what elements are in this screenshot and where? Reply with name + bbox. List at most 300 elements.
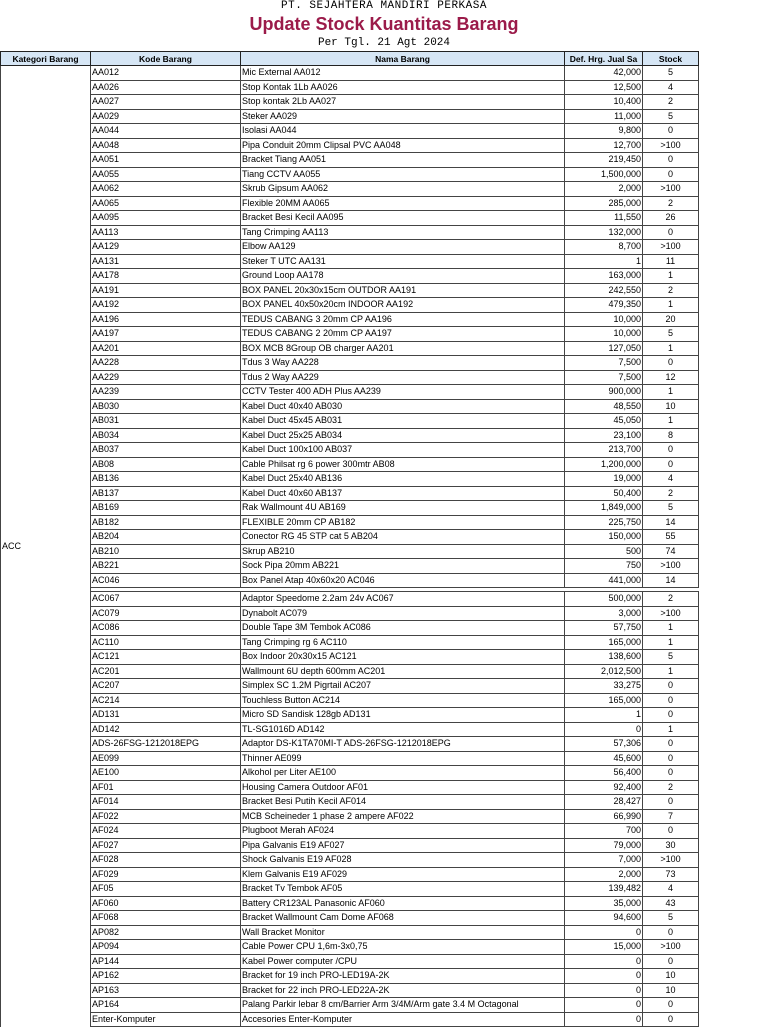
nama-cell: Cable Philsat rg 6 power 300mtr AB08 <box>241 457 565 472</box>
table-row <box>1 385 699 400</box>
table-row <box>1 501 699 516</box>
kode-cell: AB182 <box>91 515 241 530</box>
nama-cell: Tdus 2 Way AA229 <box>241 370 565 385</box>
nama-cell: Touchless Button AC214 <box>241 693 565 708</box>
stock-cell: 14 <box>643 515 699 530</box>
harga-cell: 1 <box>565 254 643 269</box>
harga-cell: 0 <box>565 969 643 984</box>
harga-cell: 1,500,000 <box>565 167 643 182</box>
stock-cell: 26 <box>643 211 699 226</box>
harga-cell: 2,012,500 <box>565 664 643 679</box>
harga-cell: 138,600 <box>565 650 643 665</box>
kode-cell: AC086 <box>91 621 241 636</box>
table-row <box>1 708 699 723</box>
table-row <box>1 838 699 853</box>
nama-cell: Flexible 20MM AA065 <box>241 196 565 211</box>
nama-cell: Sock Pipa 20mm AB221 <box>241 559 565 574</box>
stock-cell: 0 <box>643 708 699 723</box>
stock-cell: 55 <box>643 530 699 545</box>
kode-cell: AC110 <box>91 635 241 650</box>
nama-cell: Stop Kontak 1Lb AA026 <box>241 80 565 95</box>
table-row <box>1 635 699 650</box>
stock-cell: 4 <box>643 882 699 897</box>
table-row <box>1 896 699 911</box>
kode-cell: AC214 <box>91 693 241 708</box>
nama-cell: Housing Camera Outdoor AF01 <box>241 780 565 795</box>
kode-cell: AA029 <box>91 109 241 124</box>
nama-cell: Box Panel Atap 40x60x20 AC046 <box>241 573 565 588</box>
table-row <box>1 650 699 665</box>
kode-cell: AA055 <box>91 167 241 182</box>
nama-cell: Bracket Besi Putih Kecil AF014 <box>241 795 565 810</box>
harga-cell: 28,427 <box>565 795 643 810</box>
nama-cell: Bracket Wallmount Cam Dome AF068 <box>241 911 565 926</box>
stock-cell: 5 <box>643 911 699 926</box>
stock-cell: >100 <box>643 606 699 621</box>
harga-cell: 750 <box>565 559 643 574</box>
nama-cell: Alkohol per Liter AE100 <box>241 766 565 781</box>
nama-cell: Skrub Gipsum AA062 <box>241 182 565 197</box>
harga-cell: 7,500 <box>565 356 643 371</box>
kode-cell: AA131 <box>91 254 241 269</box>
stock-cell: 1 <box>643 664 699 679</box>
stock-cell: 4 <box>643 472 699 487</box>
nama-cell: Shock Galvanis E19 AF028 <box>241 853 565 868</box>
harga-cell: 12,500 <box>565 80 643 95</box>
table-row <box>1 693 699 708</box>
stock-cell: 0 <box>643 795 699 810</box>
table-row <box>1 80 699 95</box>
harga-cell: 10,000 <box>565 312 643 327</box>
stock-cell: 0 <box>643 954 699 969</box>
kode-cell: AC201 <box>91 664 241 679</box>
stock-cell: 5 <box>643 327 699 342</box>
stock-cell: 2 <box>643 196 699 211</box>
harga-cell: 23,100 <box>565 428 643 443</box>
kode-cell: AC207 <box>91 679 241 694</box>
stock-cell: 1 <box>643 722 699 737</box>
kode-cell: AD142 <box>91 722 241 737</box>
table-row <box>1 182 699 197</box>
nama-cell: Pipa Conduit 20mm Clipsal PVC AA048 <box>241 138 565 153</box>
kode-cell: AA191 <box>91 283 241 298</box>
stock-cell: 12 <box>643 370 699 385</box>
nama-cell: Adaptor DS-K1TA70MI-T ADS-26FSG-1212018EPG <box>241 737 565 752</box>
stock-cell: 0 <box>643 443 699 458</box>
kode-cell: AF027 <box>91 838 241 853</box>
harga-cell: 10,400 <box>565 95 643 110</box>
kode-cell: AF05 <box>91 882 241 897</box>
harga-cell: 15,000 <box>565 940 643 955</box>
nama-cell: Klem Galvanis E19 AF029 <box>241 867 565 882</box>
kode-cell: AA065 <box>91 196 241 211</box>
stock-cell: 0 <box>643 693 699 708</box>
stock-cell: >100 <box>643 138 699 153</box>
table-row <box>1 679 699 694</box>
kode-cell: AA228 <box>91 356 241 371</box>
stock-cell: 74 <box>643 544 699 559</box>
table-row <box>1 530 699 545</box>
harga-cell: 165,000 <box>565 693 643 708</box>
harga-cell: 57,306 <box>565 737 643 752</box>
nama-cell: Isolasi AA044 <box>241 124 565 139</box>
nama-cell: Rak Wallmount 4U AB169 <box>241 501 565 516</box>
kode-cell: AP162 <box>91 969 241 984</box>
harga-cell: 441,000 <box>565 573 643 588</box>
kode-cell: AA197 <box>91 327 241 342</box>
kode-cell: AA026 <box>91 80 241 95</box>
stock-cell: >100 <box>643 182 699 197</box>
nama-cell: Accesories Enter-Komputer <box>241 1012 565 1027</box>
kode-cell: Enter-Komputer <box>91 1012 241 1027</box>
table-row <box>1 515 699 530</box>
kode-cell: AF068 <box>91 911 241 926</box>
table-row <box>1 1012 699 1027</box>
table-row <box>1 225 699 240</box>
nama-cell: Wall Bracket Monitor <box>241 925 565 940</box>
harga-cell: 500 <box>565 544 643 559</box>
stock-cell: 1 <box>643 621 699 636</box>
nama-cell: Mic External AA012 <box>241 66 565 81</box>
kode-cell: AB137 <box>91 486 241 501</box>
kode-cell: AA229 <box>91 370 241 385</box>
table-row <box>1 283 699 298</box>
table-row <box>1 138 699 153</box>
table-row <box>1 954 699 969</box>
table-row <box>1 969 699 984</box>
table-row <box>1 940 699 955</box>
harga-cell: 8,700 <box>565 240 643 255</box>
harga-cell: 1,200,000 <box>565 457 643 472</box>
nama-cell: Steker T UTC AA131 <box>241 254 565 269</box>
nama-cell: Ground Loop AA178 <box>241 269 565 284</box>
harga-cell: 33,275 <box>565 679 643 694</box>
stock-cell: 2 <box>643 283 699 298</box>
kode-cell: AA044 <box>91 124 241 139</box>
kode-cell: AA196 <box>91 312 241 327</box>
table-row <box>1 66 699 81</box>
stock-cell: 0 <box>643 356 699 371</box>
stock-cell: 0 <box>643 1012 699 1027</box>
harga-cell: 479,350 <box>565 298 643 313</box>
table-header-row <box>1 52 699 66</box>
stock-cell: >100 <box>643 853 699 868</box>
table-row <box>1 414 699 429</box>
kode-cell: AA095 <box>91 211 241 226</box>
table-row <box>1 824 699 839</box>
table-row <box>1 254 699 269</box>
nama-cell: Thinner AE099 <box>241 751 565 766</box>
kode-cell: AF022 <box>91 809 241 824</box>
kode-cell: AB210 <box>91 544 241 559</box>
harga-cell: 165,000 <box>565 635 643 650</box>
table-body <box>1 66 699 1027</box>
col-header-kode: Kode Barang <box>91 52 241 66</box>
stock-cell: 0 <box>643 167 699 182</box>
kode-cell: AP082 <box>91 925 241 940</box>
nama-cell: Elbow AA129 <box>241 240 565 255</box>
harga-cell: 132,000 <box>565 225 643 240</box>
harga-cell: 0 <box>565 722 643 737</box>
report-header <box>0 0 768 50</box>
nama-cell: BOX MCB 8Group OB charger AA201 <box>241 341 565 356</box>
table-row <box>1 327 699 342</box>
harga-cell: 7,000 <box>565 853 643 868</box>
harga-cell: 48,550 <box>565 399 643 414</box>
nama-cell: Bracket Tv Tembok AF05 <box>241 882 565 897</box>
stock-cell: 0 <box>643 124 699 139</box>
kode-cell: AE099 <box>91 751 241 766</box>
stock-cell: 2 <box>643 780 699 795</box>
harga-cell: 11,550 <box>565 211 643 226</box>
stock-cell: 1 <box>643 385 699 400</box>
kode-cell: AC079 <box>91 606 241 621</box>
harga-cell: 35,000 <box>565 896 643 911</box>
nama-cell: Stop kontak 2Lb AA027 <box>241 95 565 110</box>
harga-cell: 9,800 <box>565 124 643 139</box>
harga-cell: 1 <box>565 708 643 723</box>
table-row <box>1 882 699 897</box>
table-row <box>1 544 699 559</box>
table-row <box>1 664 699 679</box>
kode-cell: AP094 <box>91 940 241 955</box>
kode-cell: AF060 <box>91 896 241 911</box>
stock-cell: 1 <box>643 635 699 650</box>
table-row <box>1 240 699 255</box>
stock-cell: 0 <box>643 737 699 752</box>
stock-cell: 8 <box>643 428 699 443</box>
harga-cell: 225,750 <box>565 515 643 530</box>
stock-cell: 10 <box>643 399 699 414</box>
kode-cell: AA129 <box>91 240 241 255</box>
report-title: Update Stock Kuantitas Barang <box>249 14 519 34</box>
stock-cell: 0 <box>643 679 699 694</box>
stock-cell: 1 <box>643 341 699 356</box>
table-row <box>1 766 699 781</box>
nama-cell: Dynabolt AC079 <box>241 606 565 621</box>
stock-cell: 2 <box>643 95 699 110</box>
nama-cell: TEDUS CABANG 2 20mm CP AA197 <box>241 327 565 342</box>
kode-cell: AA201 <box>91 341 241 356</box>
table-row <box>1 795 699 810</box>
col-header-stock: Stock <box>643 52 699 66</box>
kode-cell: AP163 <box>91 983 241 998</box>
table-row <box>1 196 699 211</box>
stock-cell: 0 <box>643 925 699 940</box>
table-row <box>1 298 699 313</box>
harga-cell: 139,482 <box>565 882 643 897</box>
harga-cell: 900,000 <box>565 385 643 400</box>
nama-cell: Tang Crimping rg 6 AC110 <box>241 635 565 650</box>
nama-cell: BOX PANEL 40x50x20cm INDOOR AA192 <box>241 298 565 313</box>
stock-cell: 5 <box>643 66 699 81</box>
table-row <box>1 109 699 124</box>
kode-cell: AP164 <box>91 998 241 1013</box>
stock-cell: 11 <box>643 254 699 269</box>
stock-cell: 5 <box>643 650 699 665</box>
nama-cell: Kabel Duct 25x40 AB136 <box>241 472 565 487</box>
nama-cell: TL-SG1016D AD142 <box>241 722 565 737</box>
stock-cell: 0 <box>643 824 699 839</box>
nama-cell: Palang Parkir lebar 8 cm/Barrier Arm 3/4M/Arm gate 3.4 M Octagonal <box>241 998 565 1013</box>
harga-cell: 12,700 <box>565 138 643 153</box>
harga-cell: 56,400 <box>565 766 643 781</box>
harga-cell: 150,000 <box>565 530 643 545</box>
stock-cell: 10 <box>643 983 699 998</box>
stock-cell: 5 <box>643 501 699 516</box>
table-row <box>1 153 699 168</box>
harga-cell: 66,990 <box>565 809 643 824</box>
kode-cell: AE100 <box>91 766 241 781</box>
table-row <box>1 486 699 501</box>
col-header-harga: Def. Hrg. Jual Sa <box>565 52 643 66</box>
nama-cell: Tiang CCTV AA055 <box>241 167 565 182</box>
table-row <box>1 737 699 752</box>
stock-cell: 10 <box>643 969 699 984</box>
harga-cell: 94,600 <box>565 911 643 926</box>
harga-cell: 0 <box>565 998 643 1013</box>
kode-cell: AD131 <box>91 708 241 723</box>
col-header-nama: Nama Barang <box>241 52 565 66</box>
harga-cell: 219,450 <box>565 153 643 168</box>
table-row <box>1 457 699 472</box>
table-row <box>1 269 699 284</box>
nama-cell: Bracket Tiang AA051 <box>241 153 565 168</box>
stock-cell: 1 <box>643 414 699 429</box>
table-row <box>1 983 699 998</box>
table-row <box>1 472 699 487</box>
kode-cell: AB031 <box>91 414 241 429</box>
kode-cell: AF01 <box>91 780 241 795</box>
nama-cell: Adaptor Speedome 2.2am 24v AC067 <box>241 592 565 607</box>
stock-cell: 73 <box>643 867 699 882</box>
stock-cell: 5 <box>643 109 699 124</box>
stock-cell: 0 <box>643 457 699 472</box>
kode-cell: AA051 <box>91 153 241 168</box>
kode-cell: AA178 <box>91 269 241 284</box>
kode-cell: AA062 <box>91 182 241 197</box>
table-row <box>1 998 699 1013</box>
table-row <box>1 428 699 443</box>
table-row <box>1 399 699 414</box>
harga-cell: 0 <box>565 954 643 969</box>
table-row <box>1 809 699 824</box>
table-row <box>1 853 699 868</box>
nama-cell: Double Tape 3M Tembok AC086 <box>241 621 565 636</box>
kode-cell: AB169 <box>91 501 241 516</box>
stock-cell: 14 <box>643 573 699 588</box>
nama-cell: Kabel Duct 45x45 AB031 <box>241 414 565 429</box>
nama-cell: FLEXIBLE 20mm CP AB182 <box>241 515 565 530</box>
stock-cell: 0 <box>643 998 699 1013</box>
harga-cell: 242,550 <box>565 283 643 298</box>
nama-cell: Tdus 3 Way AA228 <box>241 356 565 371</box>
table-row <box>1 341 699 356</box>
table-row <box>1 443 699 458</box>
nama-cell: Steker AA029 <box>241 109 565 124</box>
kode-cell: AA113 <box>91 225 241 240</box>
nama-cell: BOX PANEL 20x30x15cm OUTDOR AA191 <box>241 283 565 298</box>
kode-cell: AA027 <box>91 95 241 110</box>
table-row <box>1 751 699 766</box>
harga-cell: 10,000 <box>565 327 643 342</box>
nama-cell: Kabel Duct 100x100 AB037 <box>241 443 565 458</box>
nama-cell: Micro SD Sandisk 128gb AD131 <box>241 708 565 723</box>
table-row <box>1 124 699 139</box>
kode-cell: AA192 <box>91 298 241 313</box>
table-row <box>1 95 699 110</box>
kode-cell: AB037 <box>91 443 241 458</box>
nama-cell: CCTV Tester 400 ADH Plus AA239 <box>241 385 565 400</box>
stock-cell: 2 <box>643 592 699 607</box>
stock-cell: 2 <box>643 486 699 501</box>
harga-cell: 700 <box>565 824 643 839</box>
stock-cell: 1 <box>643 298 699 313</box>
kode-cell: AF028 <box>91 853 241 868</box>
table-row <box>1 867 699 882</box>
harga-cell: 45,050 <box>565 414 643 429</box>
kode-cell: AB136 <box>91 472 241 487</box>
nama-cell: Box Indoor 20x30x15 AC121 <box>241 650 565 665</box>
stock-cell: 0 <box>643 153 699 168</box>
kode-cell: AA012 <box>91 66 241 81</box>
nama-cell: Cable Power CPU 1,6m-3x0,75 <box>241 940 565 955</box>
stock-cell: 20 <box>643 312 699 327</box>
kode-cell: AA048 <box>91 138 241 153</box>
nama-cell: Kabel Duct 40x60 AB137 <box>241 486 565 501</box>
stock-cell: 0 <box>643 766 699 781</box>
kode-cell: AB08 <box>91 457 241 472</box>
kode-cell: AB034 <box>91 428 241 443</box>
kode-cell: AF014 <box>91 795 241 810</box>
table-row <box>1 780 699 795</box>
nama-cell: Skrup AB210 <box>241 544 565 559</box>
nama-cell: Wallmount 6U depth 600mm AC201 <box>241 664 565 679</box>
report-date: Per Tgl. 21 Agt 2024 <box>317 37 451 49</box>
nama-cell: Bracket Besi Kecil AA095 <box>241 211 565 226</box>
stock-cell: 0 <box>643 751 699 766</box>
harga-cell: 213,700 <box>565 443 643 458</box>
table-row <box>1 312 699 327</box>
kode-cell: AC067 <box>91 592 241 607</box>
harga-cell: 2,000 <box>565 867 643 882</box>
table-row <box>1 925 699 940</box>
kode-cell: AP144 <box>91 954 241 969</box>
harga-cell: 1,849,000 <box>565 501 643 516</box>
stock-cell: 1 <box>643 269 699 284</box>
kode-cell: AC121 <box>91 650 241 665</box>
table-row <box>1 356 699 371</box>
nama-cell: Plugboot Merah AF024 <box>241 824 565 839</box>
nama-cell: Kabel Duct 25x25 AB034 <box>241 428 565 443</box>
stock-table <box>0 51 699 1027</box>
kode-cell: AB221 <box>91 559 241 574</box>
harga-cell: 0 <box>565 983 643 998</box>
nama-cell: MCB Scheineder 1 phase 2 ampere AF022 <box>241 809 565 824</box>
stock-cell: >100 <box>643 240 699 255</box>
stock-cell: 4 <box>643 80 699 95</box>
table-row <box>1 911 699 926</box>
table-row <box>1 559 699 574</box>
harga-cell: 19,000 <box>565 472 643 487</box>
col-header-kategori: Kategori Barang <box>1 52 91 66</box>
nama-cell: Conector RG 45 STP cat 5 AB204 <box>241 530 565 545</box>
harga-cell: 11,000 <box>565 109 643 124</box>
harga-cell: 57,750 <box>565 621 643 636</box>
table-row <box>1 606 699 621</box>
nama-cell: Pipa Galvanis E19 AF027 <box>241 838 565 853</box>
kode-cell: AB204 <box>91 530 241 545</box>
